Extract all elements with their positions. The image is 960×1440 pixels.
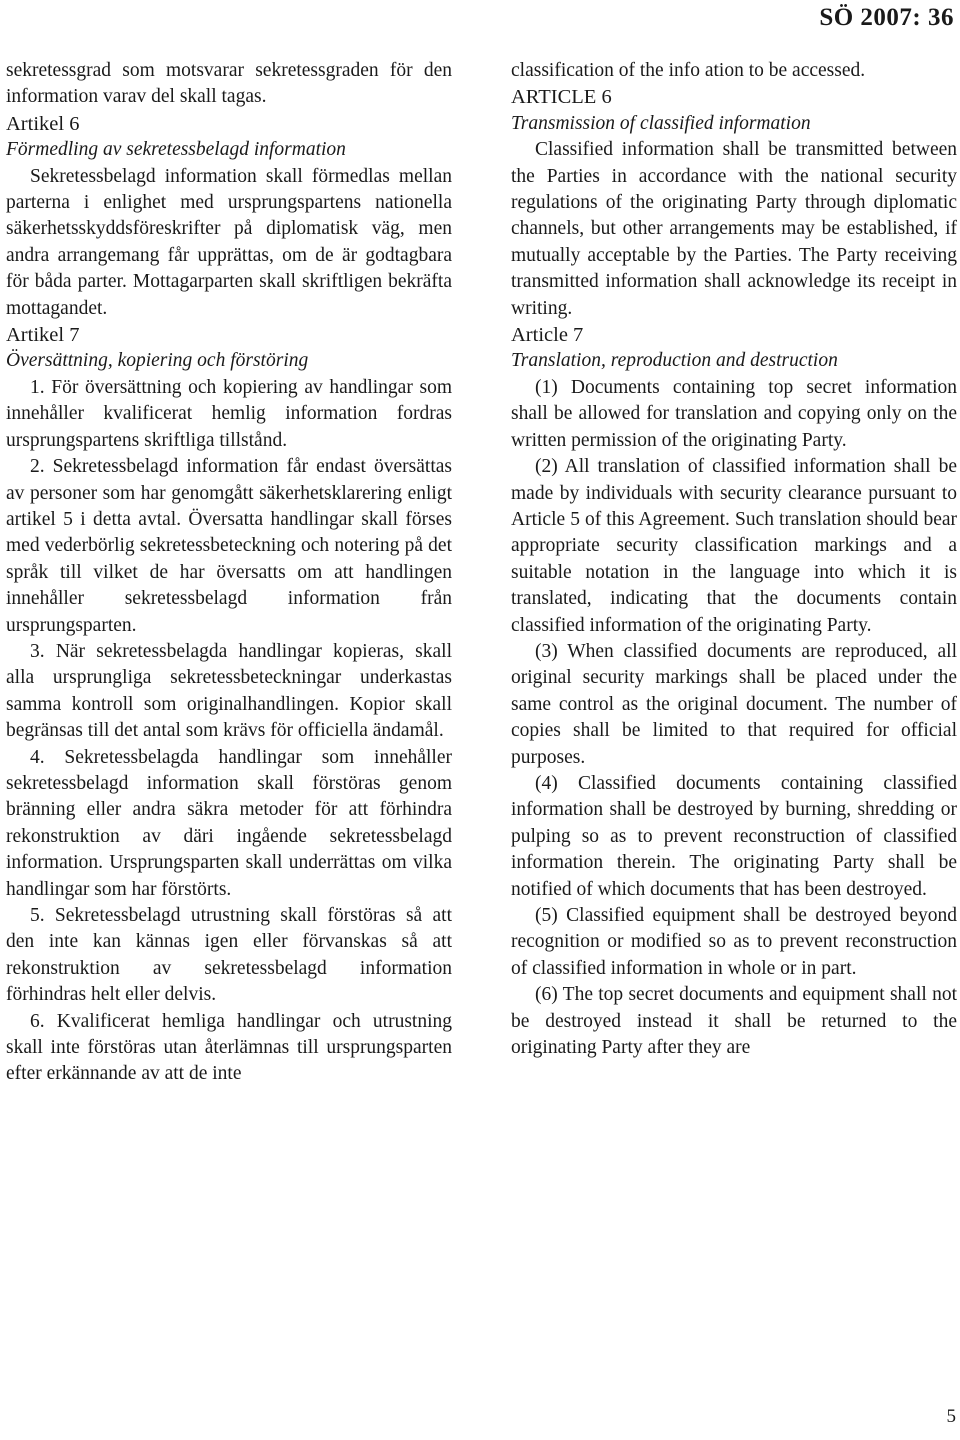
swedish-article7-paragraph-1: 1. För översättning och kopiering av handlingar som innehåller kvalificerat hemlig information fordras ursprungspartens skriftliga tillstånd. [6,376,452,451]
swedish-article7-paragraph-5: 5. Sekretessbelagd utrustning skall förstöras så att den inte kan kännas igen eller förvanskas så att rekonstruktion av sekretessbelagd information förhindras helt eller delvis. [6,905,452,1006]
english-article7-heading: Article 7 [511,324,584,347]
swedish-article7-paragraph-6: 6. Kvalificerat hemliga handlingar och utrustning skall inte förstöras utan återlämnas till ursprungsparten efter erkännande av att de inte [6,1010,452,1085]
english-article6-subheading: Transmission of classified information [511,112,811,134]
english-article7-paragraph-4: (4) Classified documents containing classified information shall be destroyed by burning, shredding or pulping so as to prevent reconstruction of classified information therein. The originating Party shall be notified of which documents that has been destroyed. [511,772,957,900]
english-column [511,58,957,1061]
swedish-article7-paragraph-2: 2. Sekretessbelagd information får endast översättas av personer som har genomgått säkerhetsklarering enligt artikel 5 i detta avtal. Översatta handlingar skall förses med vederbörlig sekretessbeteckning och notering på det språk till vilket de har översatts om att handlingen innehåller sekretessbelagd information från ursprungsparten. [6,456,452,636]
english-article6-body: Classified information shall be transmitted between the Parties in accordance with the national security regulations of the originating Party through diplomatic channels, but other arrangements may be established, if mutually acceptable by the Parties. The Party receiving transmitted information shall acknowledge its receipt in writing. [511,139,957,319]
swedish-intro-text: sekretessgrad som motsvarar sekretessgraden för den information varav del skall tagas. [6,60,452,108]
english-article7-paragraph-2: (2) All translation of classified information shall be made by individuals with security clearance pursuant to Article 5 of this Agreement. Such translation should bear appropriate security classification markings and a suitable notation in the language into which it is translated, indicating that the documents contain classified information of the originating Party. [511,456,957,636]
english-article7-paragraph-6: (6) The top secret documents and equipment shall not be destroyed instead it shall be returned to the originating Party after they are [511,984,957,1059]
swedish-article7-paragraph-4: 4. Sekretessbelagda handlingar som innehåller sekretessbelagd information skall förstöras genom bränning eller andra säkra metoder för att förhindra rekonstruktion av däri ingående sekretessbelagd information. Ursprungsparten skall underrättas om vilka handlingar som har förstörts. [6,746,452,900]
page-reference: SÖ 2007: 36 [819,4,954,31]
english-article7-paragraph-3: (3) When classified documents are reproduced, all original security markings shall be placed under the same control as the original document. The number of copies shall be limited to that required for official purposes. [511,640,957,768]
swedish-article6-subheading: Förmedling av sekretessbelagd information [6,139,346,161]
swedish-article7-heading: Artikel 7 [6,324,80,347]
english-article6-heading: ARTICLE 6 [511,86,612,109]
page-number: 5 [946,1406,956,1427]
swedish-article7-subheading: Översättning, kopiering och förstöring [6,350,309,372]
swedish-article6-body: Sekretessbelagd information skall förmedlas mellan parterna i enlighet med ursprungspartens nationella säkerhetsskyddsföreskrifter på diplomatisk väg, men andra arrangemang får upprättas, om de är godtagbara för båda parter. Mottagarparten skall skriftligen bekräfta mottagandet. [6,165,452,319]
english-article7-paragraph-1: (1) Documents containing top secret information shall be allowed for translation and copying only on the written permission of the originating Party. [511,376,957,451]
english-article7-subheading: Translation, reproduction and destruction [511,350,838,372]
swedish-article6-heading: Artikel 6 [6,112,80,135]
english-article7-paragraph-5: (5) Classified equipment shall be destroyed beyond recognition or modified so as to prevent reconstruction of classified information in whole or in part. [511,905,957,979]
english-intro-text: classification of the info ation to be accessed. [511,60,866,81]
swedish-column [6,58,452,1088]
swedish-article7-paragraph-3: 3. När sekretessbelagda handlingar kopieras, skall alla ursprungliga sekretessbeteckningar underkastas samma kontroll som originalhandlingen. Kopior skall begränsas till det antal som krävs för officiella ändamål. [6,640,452,742]
